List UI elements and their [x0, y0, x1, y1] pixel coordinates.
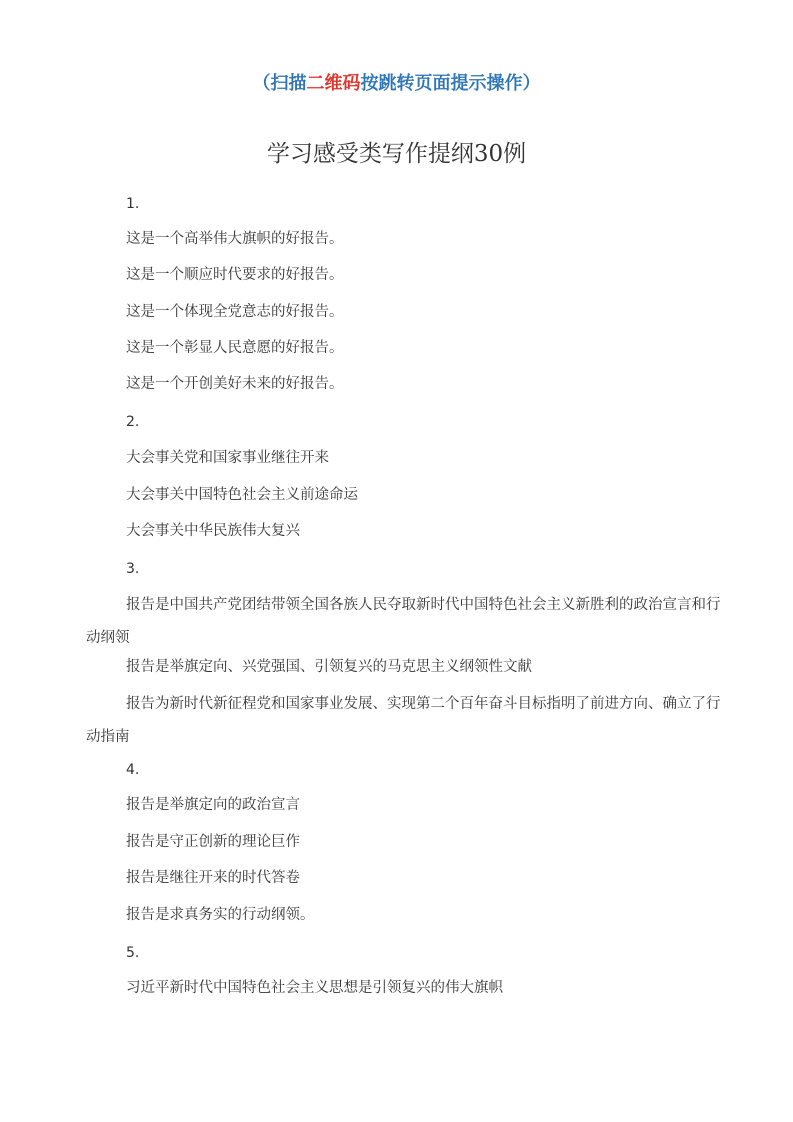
section-line: 报告是举旗定向的政治宣言: [126, 797, 300, 813]
header-paren-open: （: [252, 73, 271, 94]
section-line: 报告是举旗定向、兴党强国、引领复兴的马克思主义纲领性文献: [126, 659, 532, 675]
header-qr-text: 二维码: [306, 73, 361, 94]
section-line: 这是一个开创美好未来的好报告。: [126, 376, 344, 392]
section-number: 4.: [126, 762, 140, 778]
scan-qr-instruction[interactable]: [0, 71, 793, 97]
section-number: 2.: [126, 414, 140, 430]
section-number: 1.: [126, 196, 140, 212]
section-line: 这是一个高举伟大旗帜的好报告。: [126, 231, 344, 247]
section-number: 5.: [126, 945, 140, 961]
section-line: 习近平新时代中国特色社会主义思想是引领复兴的伟大旗帜: [126, 980, 503, 996]
section-line: 报告为新时代新征程党和国家事业发展、实现第二个百年奋斗目标指明了前进方向、确立了行动指南: [86, 696, 721, 745]
header-instruction-text: 按跳转页面提示操作: [360, 73, 523, 94]
section-line: 报告是中国共产党团结带领全国各族人民夺取新时代中国特色社会主义新胜利的政治宣言和行动纲领: [86, 597, 721, 646]
section-line: 报告是守正创新的理论巨作: [126, 834, 300, 850]
document-title: 学习感受类写作提纲30例: [266, 141, 527, 167]
header-scan-text: 扫描: [270, 73, 307, 94]
section-line: 这是一个顺应时代要求的好报告。: [126, 267, 344, 283]
section-line: 大会事关党和国家事业继往开来: [126, 450, 329, 466]
section-number: 3.: [126, 561, 140, 577]
section-line: 大会事关中华民族伟大复兴: [126, 523, 300, 539]
section-line: 这是一个彰显人民意愿的好报告。: [126, 340, 344, 356]
section-line: 大会事关中国特色社会主义前途命运: [126, 487, 358, 503]
section-line: 报告是求真务实的行动纲领。: [126, 907, 315, 923]
header-paren-close: ）: [522, 73, 541, 94]
section-line: 这是一个体现全党意志的好报告。: [126, 304, 344, 320]
section-line: 报告是继往开来的时代答卷: [126, 870, 300, 886]
